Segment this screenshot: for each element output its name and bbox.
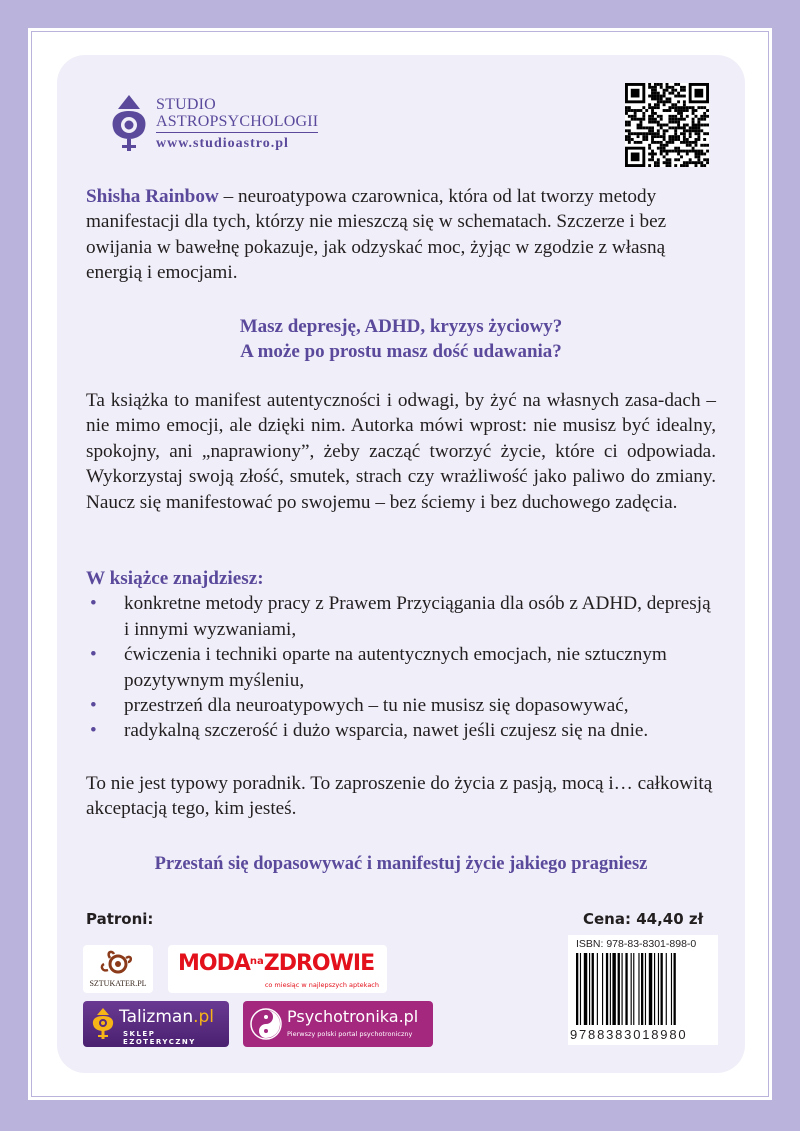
- barcode-bars: [576, 953, 710, 1029]
- feature-text: radykalną szczerość i dużo wsparcia, nawet jeśli czujesz się na dnie.: [124, 720, 649, 742]
- feature-text: przestrzeń dla neuroatypowych – tu nie musisz się dopasowywać,: [124, 695, 629, 717]
- author-name: Shisha Rainbow: [86, 186, 219, 207]
- feature-text: konkretne metody pracy z Prawem Przyciągania dla osób z ADHD, depresją i innymi wyzwaniami,: [124, 593, 711, 640]
- moda-logo-text: $MODA^{na}ZDROWIE$: [178, 951, 375, 976]
- feature-text: ćwiczenia i techniki oparte na autentycznych emocjach, nie sztucznym pozytywnym myśleniu,: [124, 644, 667, 691]
- tagline: Przestań się dopasowywać i manifestuj życie jakiego pragniesz: [154, 854, 648, 874]
- feature-item: [86, 693, 716, 718]
- psychotronika-name: Psychotronika.pl: [287, 1007, 419, 1026]
- bullet-icon: •: [90, 644, 97, 666]
- isbn-barcode: [568, 935, 718, 1045]
- sztukater-label: SZTUKATER.PL: [89, 979, 147, 988]
- features-heading: W książce znajdziesz:: [86, 568, 264, 589]
- sztukater-ornament-icon: [98, 948, 138, 976]
- feature-item: [86, 642, 716, 693]
- description: Ta książka to manifest autentyczności i odwagi, by żyć na własnych zasa-dach – nie mimo emocji, ale dzięki nim. Autorka mówi wprost: nie musisz być idealny, spokojny, ani „naprawiony”, żeby zacząć tworzyć życie, które ci odpowiada. Wykorzystaj swoją złość, smutek, strach czy wrażliwość jako paliwo do zmiany. Naucz się manifestować po swojemu – bez ściemy i bez duchowego zadęcia.: [86, 390, 716, 513]
- publisher-emblem-icon: [110, 93, 148, 155]
- sponsor-talizman[interactable]: [83, 1001, 229, 1047]
- headline-line-2: A może po prostu masz dość udawania?: [240, 341, 562, 362]
- sponsor-moda-na-zdrowie[interactable]: [168, 945, 387, 993]
- yin-yang-icon: [249, 1007, 283, 1041]
- publisher-url[interactable]: www.studioastro.pl: [156, 136, 289, 151]
- moda-subtitle: co miesiąc w najlepszych aptekach: [264, 981, 379, 989]
- bullet-icon: •: [90, 593, 97, 615]
- feature-item: [86, 591, 716, 642]
- isbn-text: ISBN: 978-83-8301-898-0: [576, 938, 697, 950]
- author-intro: [86, 184, 716, 286]
- publisher-name-line1: STUDIO: [156, 96, 216, 113]
- sponsor-psychotronika[interactable]: [243, 1001, 433, 1047]
- talizman-emblem-icon: [90, 1007, 116, 1041]
- price-label: Cena: 44,40 zł: [583, 910, 704, 928]
- psychotronika-subtitle: Pierwszy polski portal psychotroniczny: [287, 1030, 413, 1038]
- sponsor-sztukater[interactable]: [83, 945, 153, 993]
- publisher-logo: [110, 93, 318, 155]
- qr-code[interactable]: [625, 83, 709, 167]
- features-list: [86, 591, 716, 743]
- author-intro-text: – neuroatypowa czarownica, która od lat tworzy metody manifestacji dla tych, którzy nie mieszczą się w schematach. Szczerze i bez owijania w bawełnę pokazuje, jak odzyskać moc, żyjąc w zgodzie z własną energią i emocjami.: [86, 186, 667, 284]
- publisher-name-line2: ASTROPSYCHOLOGII: [156, 113, 318, 133]
- bullet-icon: •: [90, 695, 97, 717]
- ean-number: 9788383018980: [570, 1027, 688, 1042]
- headline: [86, 314, 716, 364]
- bullet-icon: •: [90, 720, 97, 742]
- headline-line-1: Masz depresję, ADHD, kryzys życiowy?: [239, 316, 563, 337]
- talizman-subtitle: SKLEP EZOTERYCZNY: [123, 1030, 196, 1046]
- closing-text: To nie jest typowy poradnik. To zaproszenie do życia z pasją, mocą i… całkowitą akceptacją tego, kim jesteś.: [86, 773, 713, 820]
- features-section: [86, 566, 716, 744]
- talizman-name: Talizman.pl: [119, 1007, 215, 1027]
- patrons-label: Patroni:: [86, 910, 154, 928]
- feature-item: [86, 718, 716, 743]
